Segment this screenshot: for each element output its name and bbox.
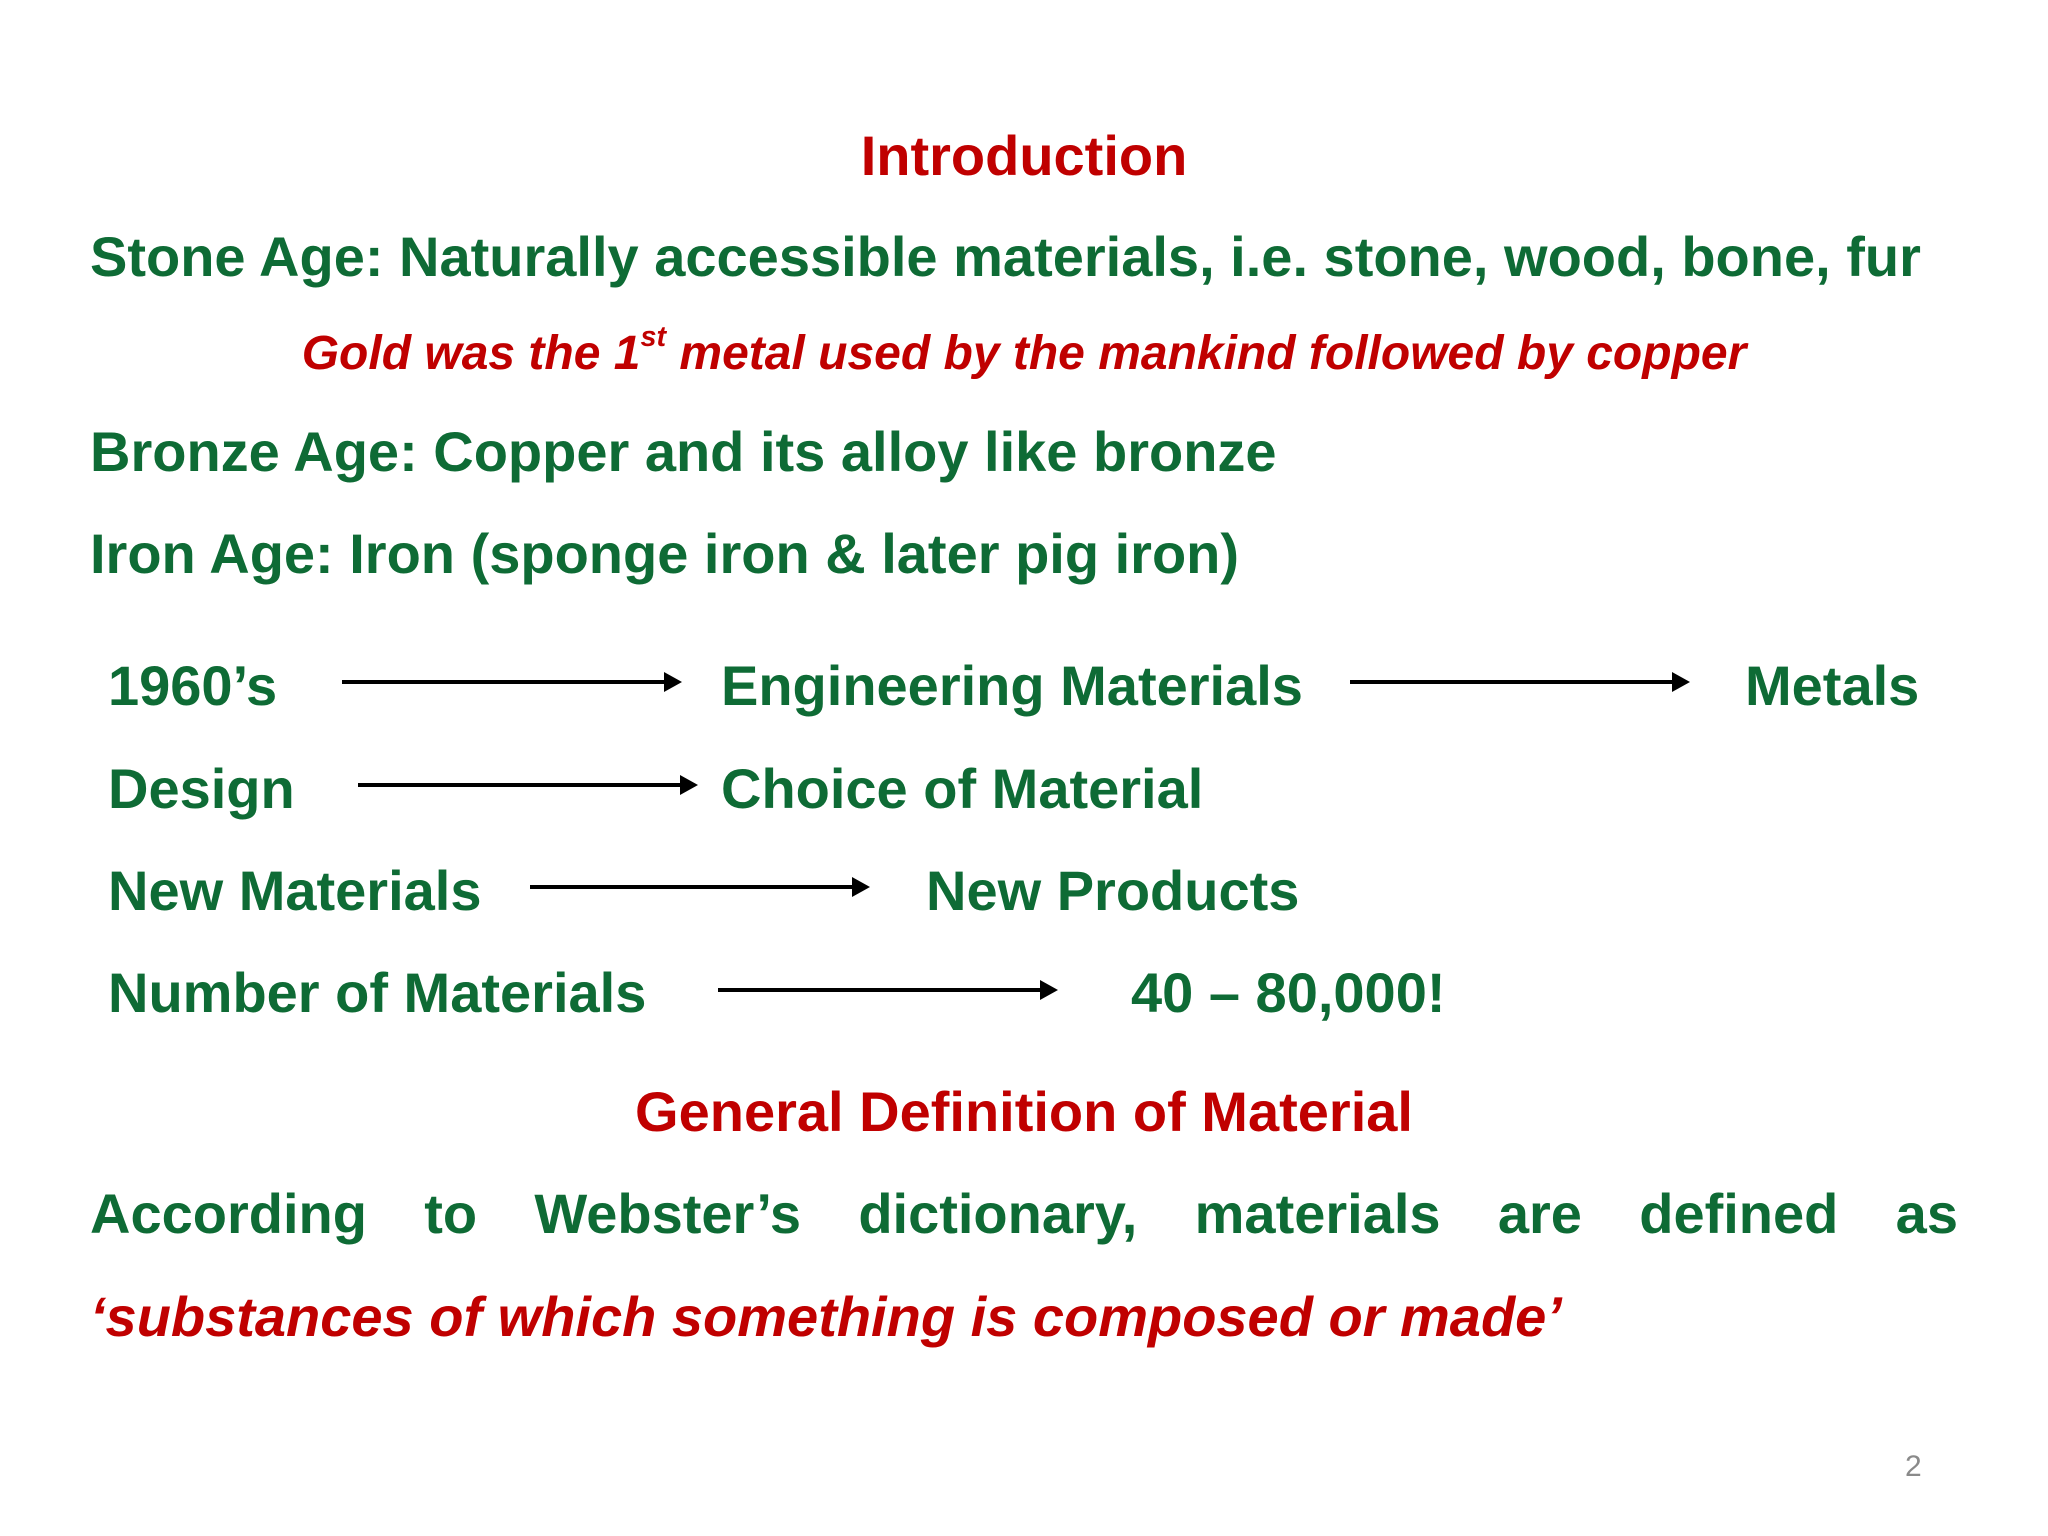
definition-word: materials bbox=[1194, 1182, 1441, 1245]
flow-design: Design bbox=[108, 757, 295, 820]
arrow-1960s-to-engineering bbox=[342, 680, 678, 684]
iron-age-line: Iron Age: Iron (sponge iron & later pig iron) bbox=[90, 522, 1240, 585]
definition-quote: ‘substances of which something is composed or made’ bbox=[90, 1285, 1562, 1348]
flow-metals: Metals bbox=[1745, 654, 1920, 717]
flow-material-count: 40 – 80,000! bbox=[1131, 961, 1446, 1024]
definition-word: dictionary, bbox=[858, 1182, 1138, 1245]
arrow-new-materials-to-products bbox=[530, 885, 866, 889]
page-number: 2 bbox=[1905, 1450, 1922, 1483]
flow-number-of-materials: Number of Materials bbox=[108, 961, 647, 1024]
definition-word: are bbox=[1497, 1182, 1582, 1245]
bronze-age-line: Bronze Age: Copper and its alloy like bronze bbox=[90, 420, 1277, 483]
arrow-design-to-choice bbox=[358, 783, 694, 787]
gold-note bbox=[0, 320, 2048, 380]
flow-new-materials: New Materials bbox=[108, 859, 482, 922]
flow-engineering-materials: Engineering Materials bbox=[721, 654, 1303, 717]
flow-new-products: New Products bbox=[926, 859, 1300, 922]
definition-word: to bbox=[424, 1182, 478, 1245]
definition-word: as bbox=[1895, 1182, 1958, 1245]
gold-note-sup: st bbox=[640, 320, 667, 353]
definition-heading: General Definition of Material bbox=[635, 1080, 1413, 1143]
arrow-engineering-to-metals bbox=[1350, 680, 1686, 684]
gold-note-pre: Gold was the 1 bbox=[301, 327, 641, 380]
stone-age-line: Stone Age: Naturally accessible materials, i.e. stone, wood, bone, fur bbox=[90, 225, 1921, 288]
definition-word: Webster’s bbox=[534, 1182, 802, 1245]
slide-title: Introduction bbox=[860, 124, 1188, 187]
arrow-number-to-count bbox=[718, 988, 1054, 992]
definition-word: According bbox=[90, 1182, 367, 1245]
flow-1960s: 1960’s bbox=[108, 654, 278, 717]
gold-note-post: metal used by the mankind followed by copper bbox=[666, 327, 1747, 380]
definition-word: defined bbox=[1639, 1182, 1839, 1245]
flow-choice-of-material: Choice of Material bbox=[721, 757, 1204, 820]
definition-sentence bbox=[90, 1182, 1958, 1245]
